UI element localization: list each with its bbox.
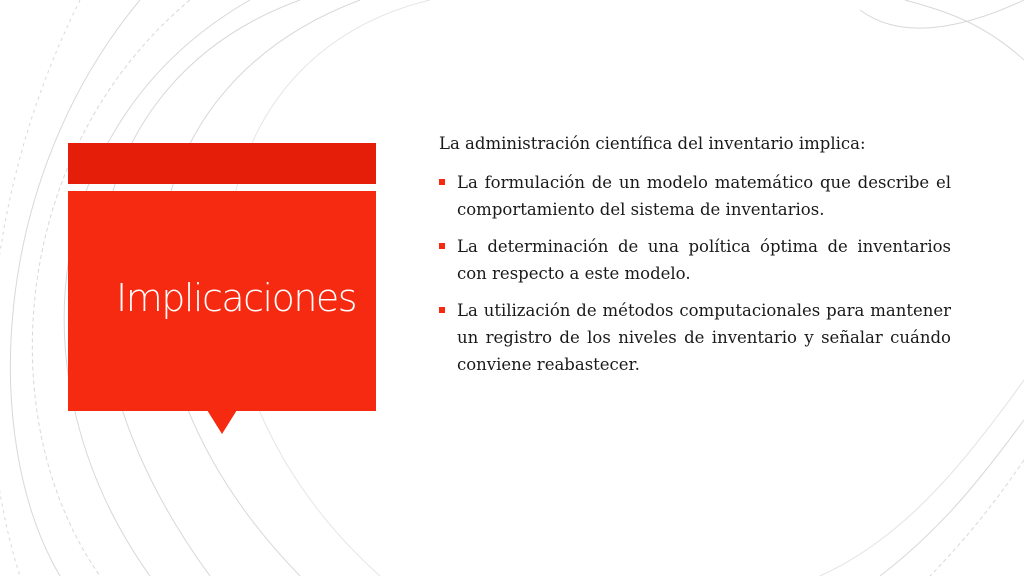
intro-text: La administración científica del inventario implica: bbox=[439, 134, 866, 153]
title-box-pointer bbox=[207, 410, 237, 434]
title-accent-strip bbox=[68, 143, 376, 184]
bullet-text: La determinación de una política óptima de inventarios con respecto a este modelo. bbox=[457, 237, 951, 283]
bullet-text: La utilización de métodos computacionales para mantener un registro de los niveles de inventario y señalar cuándo conviene reabastecer. bbox=[457, 301, 951, 374]
square-bullet-icon bbox=[439, 243, 445, 249]
bullet-item bbox=[439, 297, 951, 378]
bullet-item bbox=[439, 233, 951, 287]
slide-body bbox=[439, 130, 951, 388]
bullet-item bbox=[439, 169, 951, 223]
slide-title: Implicaciones bbox=[116, 276, 357, 320]
bullet-list bbox=[439, 169, 951, 378]
bullet-text: La formulación de un modelo matemático que describe el comportamiento del sistema de inventarios. bbox=[457, 173, 951, 219]
square-bullet-icon bbox=[439, 179, 445, 185]
square-bullet-icon bbox=[439, 307, 445, 313]
